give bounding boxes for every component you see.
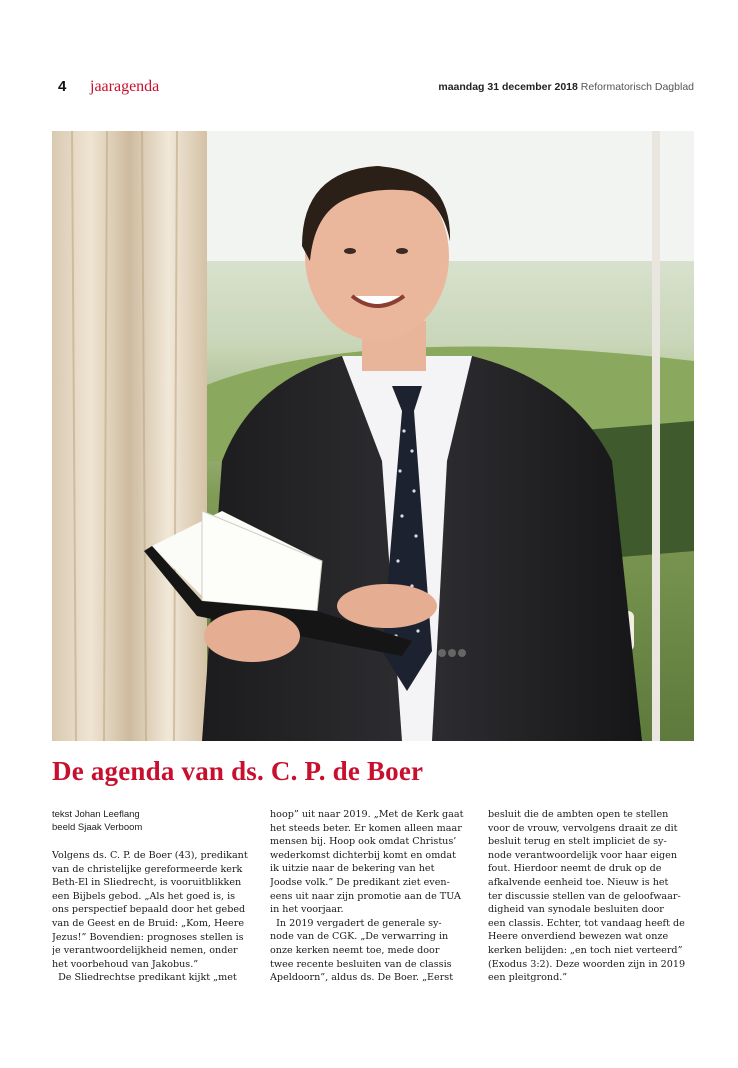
text-line: ons perspectief bepaald door het gebed [52, 904, 246, 916]
text-line: kerken belijden: „en toch niet verteerd” [488, 944, 683, 956]
text-line: besluit terug en stelt impliciet de sy- [488, 836, 667, 848]
dateline [438, 81, 694, 93]
text-line: in het voorjaar. [270, 904, 344, 916]
section-name: jaaragenda [90, 78, 160, 95]
text-line: Joodse volk.” De predikant ziet even- [270, 876, 450, 888]
text-line: een Bijbels gebod. „Als het goed is, is [52, 890, 236, 902]
portrait-photo [52, 131, 694, 741]
text-line: De Sliedrechtse predikant kijkt „met [52, 972, 237, 984]
text-line: ik uitzie naar de bekering van het [270, 863, 435, 875]
text-line: besluit die de ambten open te stellen [488, 809, 669, 820]
text-credit: tekst Johan Leeflang [52, 809, 140, 820]
text-line: (Exodus 3:2). Deze woorden zijn in 2019 [488, 958, 686, 970]
text-line: Beth-El in Sliedrecht, is vooruitblikken [52, 877, 242, 889]
portrait-photo-icon [52, 131, 694, 741]
text-line: mensen bij. Hoop ook omdat Christus’ [270, 836, 457, 848]
article-column-2 [270, 808, 480, 985]
text-line: hoop” uit naar 2019. „Met de Kerk gaat [270, 809, 464, 820]
text-line: fout. Hierdoor neemt de druk op de [488, 863, 662, 875]
text-line: Jezus!” Bovendien: prognoses stellen is [52, 931, 244, 943]
article-column-1 [52, 849, 262, 985]
text-line: node verantwoordelijk voor haar eigen [488, 849, 678, 861]
text-line: onze kerken neemt toe, mede door [270, 944, 440, 956]
issue-date: maandag 31 december 2018 [438, 81, 578, 93]
article-credits [52, 808, 142, 834]
text-line: afkalvende eenheid toe. Nieuw is het [488, 876, 669, 888]
text-line: digheid van synodale besluiten door [488, 904, 664, 916]
text-line: van de christelijke gereformeerde kerk [52, 863, 243, 875]
article-column-3 [488, 808, 698, 985]
article-headline: De agenda van ds. C. P. de Boer [52, 756, 424, 786]
text-line: node van de CGK. „De verwarring in [270, 931, 449, 943]
page-header [52, 78, 694, 98]
text-line: voor de vrouw, vervolgens draait ze dit [488, 822, 678, 834]
text-line: Volgens ds. C. P. de Boer (43), predikant [52, 850, 248, 861]
text-line: je verantwoordelijkheid nemen, onder [52, 945, 238, 957]
text-line: eens uit naar zijn promotie aan de TUA [270, 890, 461, 902]
text-line: het voorbehoud van Jakobus.” [52, 958, 199, 970]
text-line: twee recente besluiten van de classis [270, 958, 452, 970]
photo-credit: beeld Sjaak Verboom [52, 822, 143, 833]
text-line: van de Geest en de Bruid: „Kom, Heere [52, 917, 245, 929]
text-line: een classis. Echter, tot vandaag heeft de [488, 917, 685, 929]
text-line: het steeds beter. Er komen alleen maar [270, 822, 462, 834]
text-line: Apeldoorn”, aldus ds. De Boer. „Eerst [270, 972, 454, 984]
text-line: wederkomst dichterbij komt en omdat [270, 849, 457, 861]
newspaper-name: Reformatorisch Dagblad [580, 81, 694, 93]
text-line: In 2019 vergadert de generale sy- [270, 917, 442, 929]
page-number: 4 [58, 78, 67, 95]
text-line: ter discussie stellen van de geloofwaar- [488, 890, 681, 902]
text-line: Heere onverdiend bewezen wat onze [488, 931, 669, 943]
text-line: een pleitgrond.” [488, 972, 568, 984]
